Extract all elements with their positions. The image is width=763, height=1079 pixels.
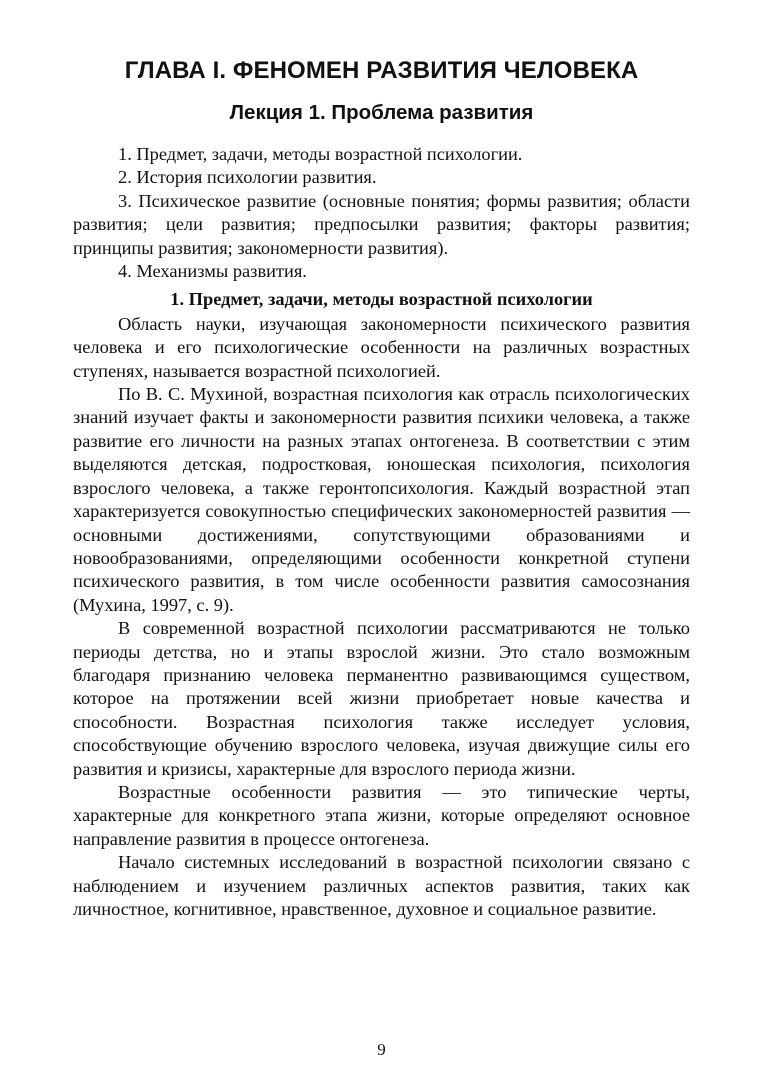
- section-title: 1. Предмет, задачи, методы возрастной психологии: [170, 289, 593, 310]
- paragraph: Возрастные особенности развития — это типические черты, характерные для конкретного этапа жизни, которые определяют основное направление развития в процессе онтогенеза.: [73, 781, 690, 849]
- outline-item: 2. История психологии развития.: [118, 167, 377, 188]
- paragraph: Область науки, изучающая закономерности психического развития человека и его психологические особенности на различных возрастных ступенях, называется возрастной психологией.: [73, 313, 690, 381]
- outline-item: 3. Психическое развитие (основные понятия; формы развития; области развития; цели развития; предпосылки развития; факторы развития; принципы развития; закономерности развития).: [73, 190, 690, 258]
- outline-item: 1. Предмет, задачи, методы возрастной психологии.: [118, 144, 523, 164]
- section-content: [73, 313, 690, 922]
- document-page: [73, 56, 690, 921]
- paragraph: По В. С. Мухиной, возрастная психология как отрасль психологических знаний изучает факты и закономерности развития психики человека, а также развитие его личности на разных этапах онтогенеза. В соответствии с этим выделяются детская, подростковая, юношеская психология, психология взрослого человека, а также геронтопсихология. Каждый возрастной этап характеризуется совокупностью специфических закономерностей развития — основными достижениями, сопутствующими образованиями и новообразованиями, определяющими особенности конкретной ступени психического развития, в том числе особенности развития самосознания (Мухина, 1997, с. 9).: [73, 384, 690, 615]
- chapter-title: ГЛАВА I. ФЕНОМЕН РАЗВИТИЯ ЧЕЛОВЕКА: [124, 57, 639, 84]
- paragraph: В современной возрастной психологии рассматриваются не только периоды детства, но и этапы взрослой жизни. Это стало возможным благодаря признанию человека перманентно развивающимся существом, которое на протяжении всей жизни приобретает новые качества и способности. Возрастная психология также исследует условия, способствующие обучению взрослого человека, изучая движущие силы его развития и кризисы, характерные для взрослого периода жизни.: [73, 618, 690, 779]
- outline-item: 4. Механизмы развития.: [118, 261, 307, 282]
- lecture-outline: [73, 143, 690, 283]
- paragraph: Начало системных исследований в возрастной психологии связано с наблюдением и изучением различных аспектов развития, таких как личностное, когнитивное, нравственное, духовное и социальное развитие.: [73, 852, 690, 919]
- page-number: 9: [377, 1040, 386, 1059]
- lecture-title: Лекция 1. Проблема развития: [229, 101, 534, 124]
